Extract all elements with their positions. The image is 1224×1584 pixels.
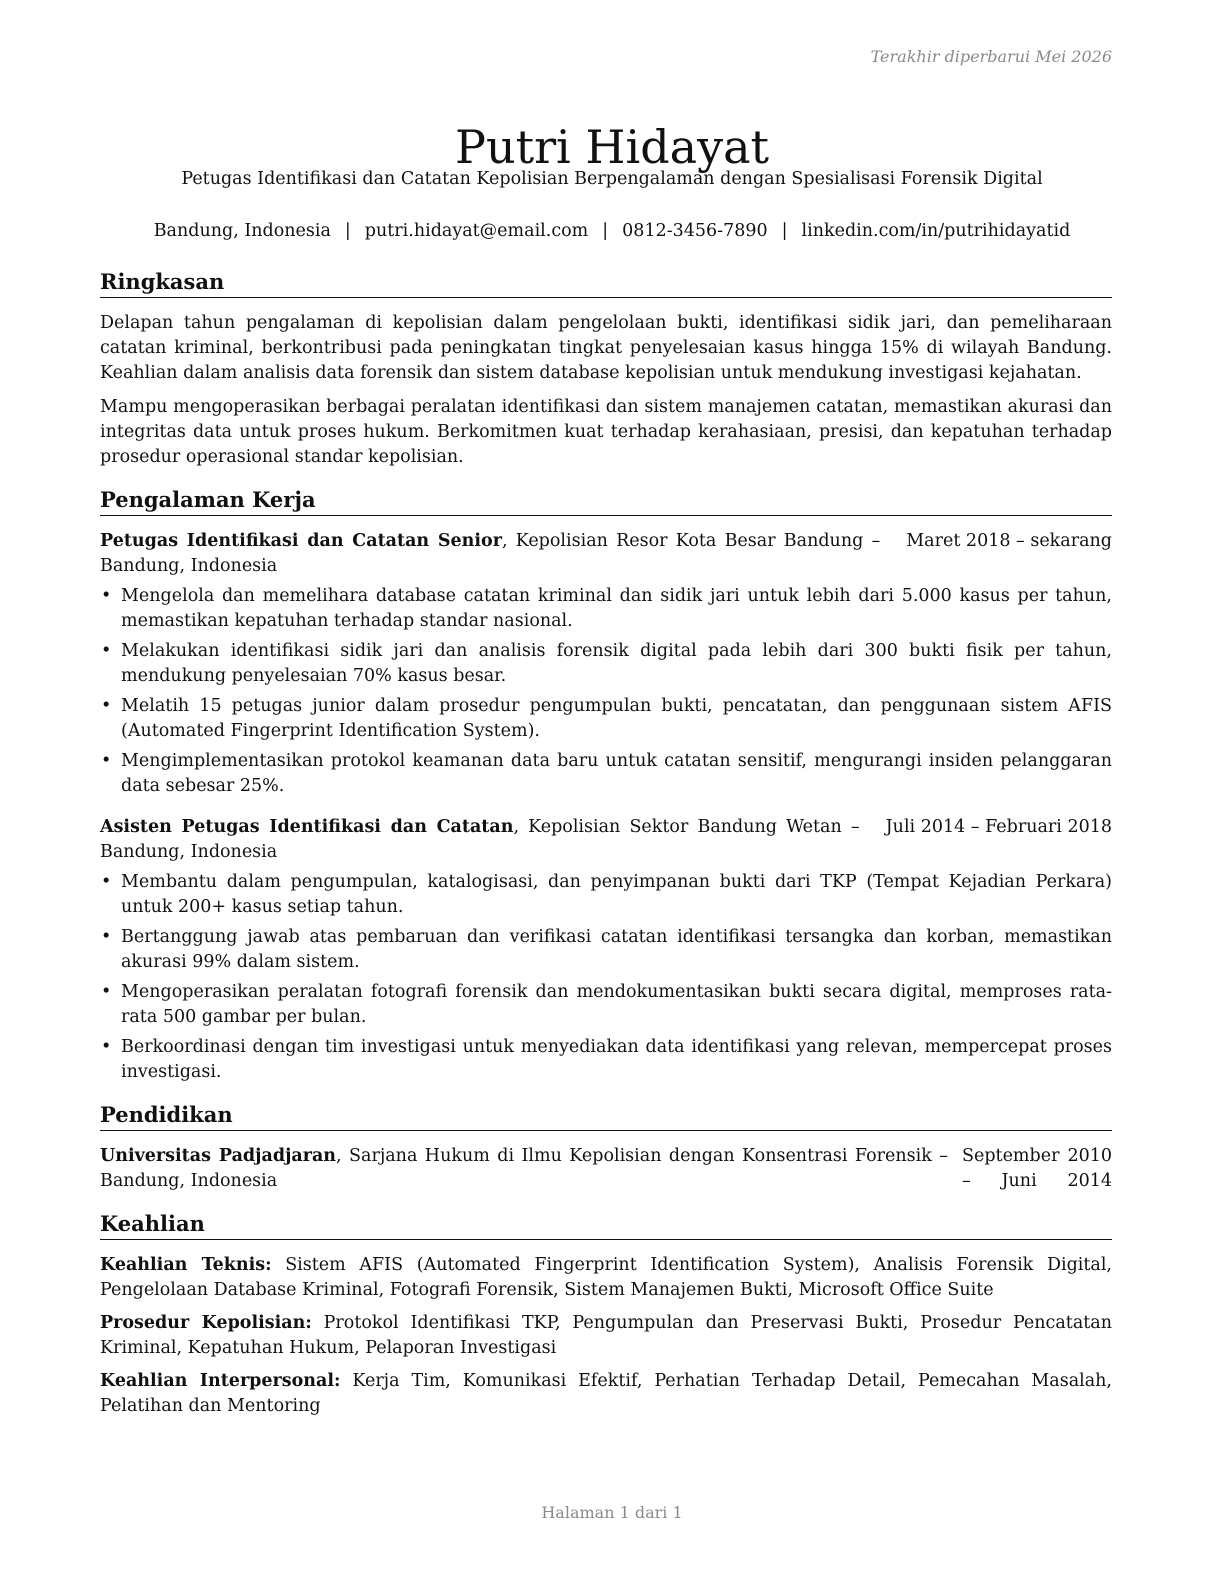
list-item: • Melakukan identifikasi sidik jari dan analisis forensik digital pada lebih dari 300 bukti fisik per tahun, mendukung penyelesaian 70% kasus besar. — [101, 641, 1112, 686]
bullet-icon: • — [101, 982, 112, 1002]
contact-separator: | — [781, 221, 788, 241]
skill-label: Keahlian Interpersonal: — [100, 1371, 341, 1391]
contact-line — [0, 219, 1224, 244]
bullet-icon: • — [101, 641, 112, 661]
bullet-icon: • — [101, 872, 112, 892]
page-footer: Halaman 1 dari 1 — [541, 1503, 683, 1522]
job-bullet-list — [100, 870, 1112, 1085]
section-title-experience: Pengalaman Kerja — [100, 486, 1112, 516]
job-dates: Juli 2014 – Februari 2018 — [885, 817, 1112, 837]
skills-section — [100, 1210, 1112, 1419]
job-header — [100, 815, 1112, 865]
skill-group — [100, 1369, 1112, 1419]
job-entry — [100, 529, 1112, 799]
job-bullet-list — [100, 584, 1112, 799]
summary-paragraph: Mampu mengoperasikan berbagai peralatan identifikasi dan sistem manajemen catatan, memastikan akurasi dan integritas data untuk proses hukum. Berkomitmen kuat terhadap kerahasiaan, presisi, dan kepatuhan terhadap prosedur operasional standar kepolisian. — [100, 397, 1112, 467]
resume-body — [100, 268, 1112, 1435]
skill-text: Sistem AFIS (Automated Fingerprint Identification System), Analisis Forensik Digital, Pengelolaan Database Kriminal, Fotografi Forensik, Sistem Manajemen Bukti, Microsoft Office Suite — [100, 1255, 1112, 1300]
education-dates: September 2010 – Juni 2014 — [962, 1146, 1112, 1191]
skill-label: Keahlian Teknis: — [100, 1255, 272, 1275]
summary-paragraph: Delapan tahun pengalaman di kepolisian dalam pengelolaan bukti, identifikasi sidik jari, dan pemeliharaan catatan kriminal, berkontribusi pada peningkatan tingkat penyelesaian kasus hingga 15% di wilayah Bandung. Keahlian dalam analisis data forensik dan sistem database kepolisian untuk mendukung investigasi kejahatan. — [100, 313, 1112, 383]
job-organization: , Kepolisian Resor Kota Besar Bandung – Bandung, Indonesia — [100, 531, 881, 576]
candidate-name: Putri Hidayat — [455, 119, 769, 174]
job-role: Asisten Petugas Identifikasi dan Catatan — [100, 817, 514, 837]
bullet-icon: • — [101, 586, 112, 606]
section-title-education: Pendidikan — [100, 1101, 1112, 1131]
bullet-icon: • — [101, 751, 112, 771]
list-item: • Mengimplementasikan protokol keamanan data baru untuk catatan sensitif, mengurangi insiden pelanggaran data sebesar 25%. — [101, 751, 1112, 796]
bullet-icon: • — [101, 927, 112, 947]
job-header — [100, 529, 1112, 579]
contact-separator: | — [344, 221, 351, 241]
contact-email[interactable]: putri.hidayat@email.com — [364, 221, 589, 241]
job-entry — [100, 815, 1112, 1085]
list-item: • Mengoperasikan peralatan fotografi forensik dan mendokumentasikan bukti secara digital, memproses rata-rata 500 gambar per bulan. — [101, 982, 1112, 1027]
job-dates: Maret 2018 – sekarang — [906, 531, 1112, 551]
last-updated-note: Terakhir diperbarui Mei 2026 — [870, 47, 1112, 66]
section-title-skills: Keahlian — [100, 1210, 1112, 1240]
contact-linkedin[interactable]: linkedin.com/in/putrihidayatid — [801, 221, 1071, 241]
bullet-icon: • — [101, 696, 112, 716]
skill-label: Prosedur Kepolisian: — [100, 1313, 312, 1333]
skill-text: Kerja Tim, Komunikasi Efektif, Perhatian Terhadap Detail, Pemecahan Masalah, Pelatihan dan Mentoring — [100, 1371, 1112, 1416]
job-organization: , Kepolisian Sektor Bandung Wetan – Bandung, Indonesia — [100, 817, 860, 862]
job-role: Petugas Identifikasi dan Catatan Senior — [100, 531, 502, 551]
bullet-icon: • — [101, 1037, 112, 1057]
education-entry — [100, 1144, 1112, 1194]
list-item: • Mengelola dan memelihara database catatan kriminal dan sidik jari untuk lebih dari 5.000 kasus per tahun, memastikan kepatuhan terhadap standar nasional. — [101, 586, 1112, 631]
summary-section — [100, 268, 1112, 470]
list-item: • Berkoordinasi dengan tim investigasi untuk menyediakan data identifikasi yang relevan, mempercepat proses investigasi. — [101, 1037, 1112, 1082]
experience-section — [100, 486, 1112, 1085]
list-item: • Bertanggung jawab atas pembaruan dan verifikasi catatan identifikasi tersangka dan korban, memastikan akurasi 99% dalam sistem. — [101, 927, 1112, 972]
degree-detail: , Sarjana Hukum di Ilmu Kepolisian dengan Konsentrasi Forensik – Bandung, Indonesia — [100, 1146, 949, 1191]
professional-tagline: Petugas Identifikasi dan Catatan Kepolisian Berpengalaman dengan Spesialisasi Forensik Digital — [181, 169, 1043, 189]
contact-phone[interactable]: 0812-3456-7890 — [622, 221, 768, 241]
contact-location: Bandung, Indonesia — [153, 221, 331, 241]
education-section — [100, 1101, 1112, 1194]
skill-group — [100, 1253, 1112, 1303]
skill-group — [100, 1311, 1112, 1361]
list-item: • Melatih 15 petugas junior dalam prosedur pengumpulan bukti, pencatatan, dan penggunaan sistem AFIS (Automated Fingerprint Identification System). — [101, 696, 1112, 741]
contact-separator: | — [602, 221, 609, 241]
school-name: Universitas Padjadjaran — [100, 1146, 337, 1166]
section-title-summary: Ringkasan — [100, 268, 1112, 298]
skill-text: Protokol Identifikasi TKP, Pengumpulan dan Preservasi Bukti, Prosedur Pencatatan Kriminal, Kepatuhan Hukum, Pelaporan Investigasi — [100, 1313, 1112, 1358]
list-item: • Membantu dalam pengumpulan, katalogisasi, dan penyimpanan bukti dari TKP (Tempat Kejadian Perkara) untuk 200+ kasus setiap tahun. — [101, 872, 1112, 917]
